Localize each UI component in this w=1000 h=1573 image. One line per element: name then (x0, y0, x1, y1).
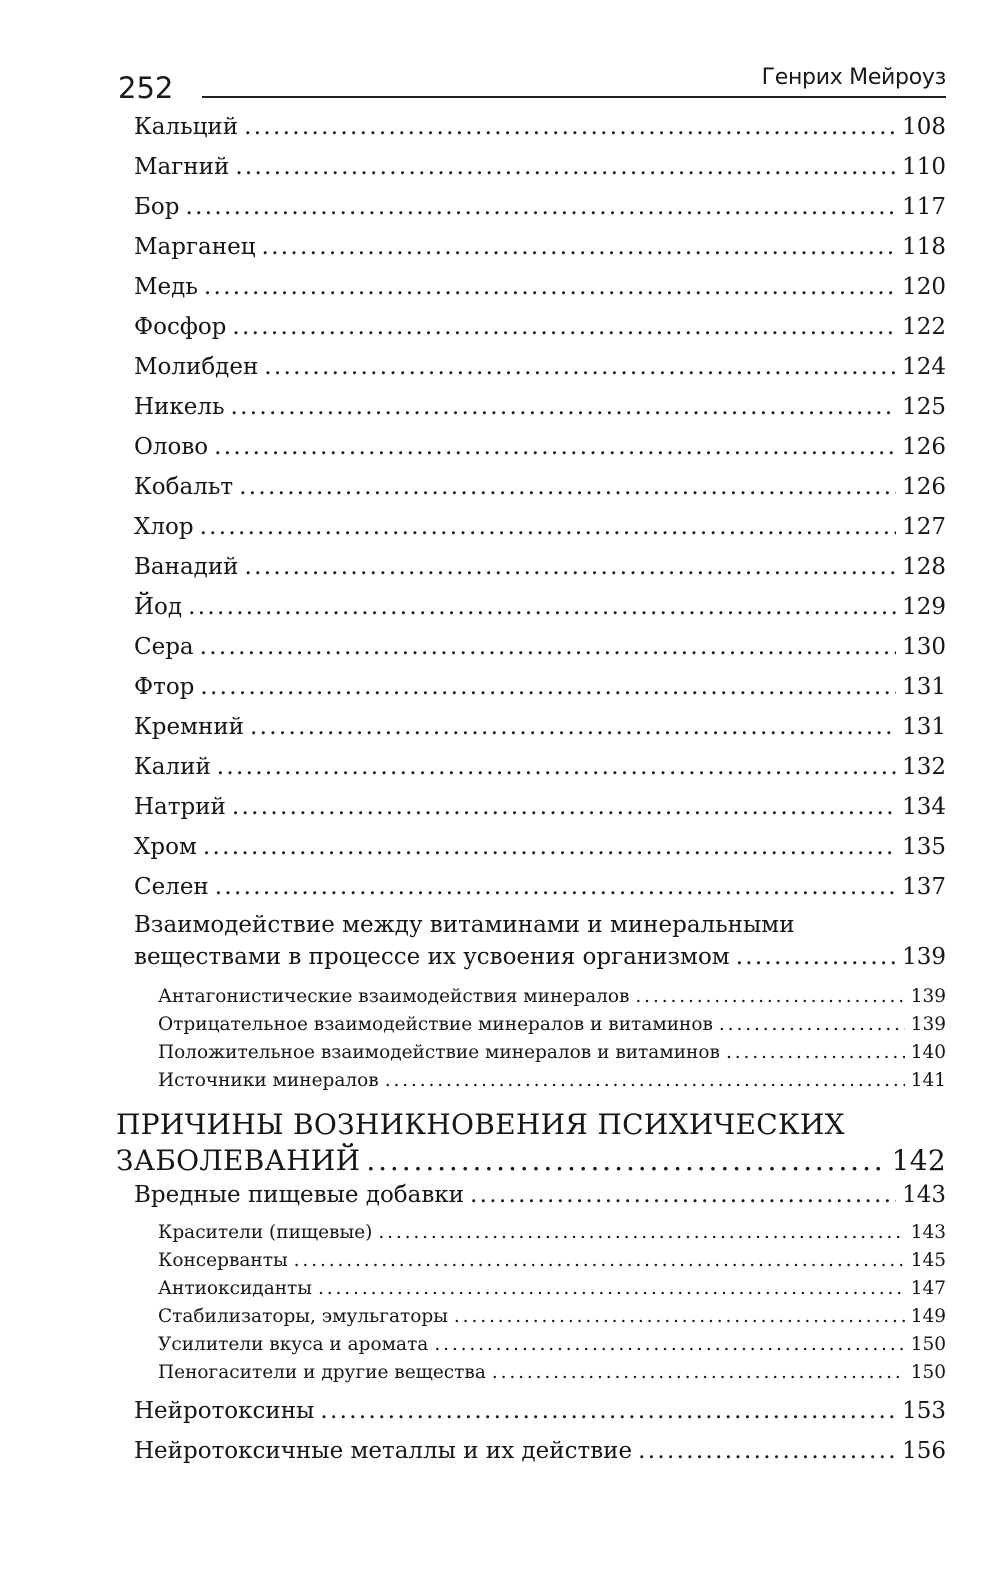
dot-leader (320, 1398, 896, 1424)
toc-entry-page: 140 (910, 1042, 946, 1063)
toc-entry-page: 129 (902, 594, 946, 620)
toc-entry-title: Медь (134, 274, 198, 300)
toc-entry-title: Марганец (134, 234, 256, 260)
toc-entry-title: Антагонистические взаимодействия минералов (158, 986, 630, 1007)
toc-entry (134, 944, 946, 970)
dot-leader (203, 834, 896, 860)
toc-subentry (158, 1250, 946, 1271)
toc-entry-page: 141 (910, 1070, 946, 1091)
toc-entry-title: Олово (134, 434, 209, 460)
page-number: 252 (118, 71, 174, 105)
toc-entry-title: Отрицательное взаимодействие минералов и витаминов (158, 1014, 713, 1035)
toc-entry-title: Магний (134, 154, 230, 180)
toc-entry-title: Хлор (134, 514, 194, 540)
dot-leader (736, 944, 896, 970)
toc-entry-page: 147 (910, 1278, 946, 1299)
toc-entry-page: 131 (902, 674, 946, 700)
toc-entry-page: 124 (902, 354, 946, 380)
toc-entry-page: 139 (910, 986, 946, 1007)
toc-entry-page: 127 (902, 514, 946, 540)
toc-entry (134, 754, 946, 780)
dot-leader (244, 554, 896, 580)
dot-leader (261, 234, 896, 260)
toc-entry-title: Калий (134, 754, 211, 780)
dot-leader (232, 314, 896, 340)
toc-entry-page: 139 (910, 1014, 946, 1035)
toc-entry-page: 131 (902, 714, 946, 740)
dot-leader (454, 1306, 905, 1327)
dot-leader (470, 1182, 896, 1208)
toc-entry-title: Кальций (134, 114, 239, 140)
toc-entry-title: Никель (134, 394, 225, 420)
chapter-title-line: ПРИЧИНЫ ВОЗНИКНОВЕНИЯ ПСИХИЧЕСКИХ (116, 1108, 845, 1141)
toc-entry-title: Молибден (134, 354, 259, 380)
toc-entry-title: Бор (134, 194, 180, 220)
toc-entry (134, 514, 946, 540)
dot-leader (492, 1362, 905, 1383)
toc-entry (134, 554, 946, 580)
dot-leader (239, 474, 896, 500)
toc-entry-title: Ванадий (134, 554, 239, 580)
toc-entry (134, 834, 946, 860)
toc-entry-page: 126 (902, 474, 946, 500)
toc-entry-page: 156 (902, 1438, 946, 1464)
toc-entry-page: 143 (910, 1222, 946, 1243)
toc-subentry (158, 986, 946, 1007)
chapter-entry (116, 1144, 946, 1177)
toc-entry-page: 137 (902, 874, 946, 900)
toc-entry (134, 714, 946, 740)
toc-entry-title: веществами в процессе их усвоения организмом (134, 944, 730, 970)
dot-leader (204, 274, 896, 300)
toc-entry (134, 474, 946, 500)
toc-entry (134, 194, 946, 220)
toc-entry (134, 314, 946, 340)
running-header (0, 0, 1000, 110)
toc-entry-page: 118 (902, 234, 946, 260)
toc-entry-page: 139 (902, 944, 946, 970)
toc-entry-title: Фосфор (134, 314, 227, 340)
toc-entry-title: Красители (пищевые) (158, 1222, 373, 1243)
toc-entry-page: 125 (902, 394, 946, 420)
toc-entry (134, 634, 946, 660)
toc-subentry (158, 1278, 946, 1299)
toc-entry (134, 434, 946, 460)
toc-entry-page: 134 (902, 794, 946, 820)
dot-leader (378, 1222, 904, 1243)
dot-leader (200, 674, 896, 700)
toc-entry-title-line: Взаимодействие между витаминами и минеральными (134, 912, 795, 938)
dot-leader (200, 634, 896, 660)
toc-entry-page: 145 (910, 1250, 946, 1271)
toc-entry-page: 149 (910, 1306, 946, 1327)
dot-leader (217, 754, 896, 780)
dot-leader (200, 514, 897, 540)
dot-leader (231, 394, 897, 420)
dot-leader (264, 354, 896, 380)
dot-leader (294, 1250, 905, 1271)
dot-leader (635, 986, 904, 1007)
chapter-page: 142 (891, 1144, 946, 1177)
toc-entry (134, 274, 946, 300)
toc-entry-title: Йод (134, 594, 183, 620)
dot-leader (434, 1334, 904, 1355)
toc-entry-title: Сера (134, 634, 194, 660)
toc-entry (134, 594, 946, 620)
toc-subentry (158, 1334, 946, 1355)
dot-leader (244, 114, 896, 140)
dot-leader (366, 1144, 885, 1177)
toc-entry-page: 126 (902, 434, 946, 460)
toc-entry-title: Кобальт (134, 474, 234, 500)
toc-entry-page: 108 (902, 114, 946, 140)
toc-subentry (158, 1362, 946, 1383)
toc-entry-page: 135 (902, 834, 946, 860)
dot-leader (235, 154, 896, 180)
toc-entry-title: Селен (134, 874, 209, 900)
toc-subentry (158, 1042, 946, 1063)
dot-leader (215, 874, 896, 900)
toc-entry-title: Нейротоксины (134, 1398, 315, 1424)
chapter-title: ЗАБОЛЕВАНИЙ (116, 1144, 361, 1177)
toc-entry-page: 153 (902, 1398, 946, 1424)
dot-leader (188, 594, 896, 620)
toc-entry (134, 1438, 946, 1464)
toc-subentry (158, 1222, 946, 1243)
toc-entry-title: Стабилизаторы, эмульгаторы (158, 1306, 448, 1327)
toc-entry (134, 674, 946, 700)
toc-entry-title: Вредные пищевые добавки (134, 1182, 465, 1208)
dot-leader (232, 794, 896, 820)
dot-leader (719, 1014, 905, 1035)
dot-leader (214, 434, 896, 460)
dot-leader (385, 1070, 905, 1091)
toc-entry-title: Фтор (134, 674, 195, 700)
toc-entry-page: 122 (902, 314, 946, 340)
toc-entry (134, 234, 946, 260)
toc-entry (134, 1398, 946, 1424)
toc-entry-title: Нейротоксичные металлы и их действие (134, 1438, 633, 1464)
toc-entry-title: Источники минералов (158, 1070, 379, 1091)
toc-entry (134, 874, 946, 900)
toc-entry-title: Пеногасители и другие вещества (158, 1362, 486, 1383)
toc-entry-page: 117 (902, 194, 946, 220)
toc-entry (134, 354, 946, 380)
dot-leader (250, 714, 896, 740)
toc-entry (134, 394, 946, 420)
toc-entry-page: 130 (902, 634, 946, 660)
dot-leader (726, 1042, 905, 1063)
toc-subentry (158, 1014, 946, 1035)
dot-leader (185, 194, 896, 220)
toc-entry-title: Антиоксиданты (158, 1278, 313, 1299)
toc-entry-page: 150 (910, 1334, 946, 1355)
dot-leader (318, 1278, 905, 1299)
toc-entry-title: Усилители вкуса и аромата (158, 1334, 429, 1355)
toc-entry-page: 150 (910, 1362, 946, 1383)
toc-entry (134, 114, 946, 140)
header-rule (202, 96, 946, 98)
toc-entry-page: 110 (902, 154, 946, 180)
toc-entry (134, 154, 946, 180)
toc-entry (134, 794, 946, 820)
toc-entry-page: 120 (902, 274, 946, 300)
toc-subentry (158, 1070, 946, 1091)
dot-leader (638, 1438, 896, 1464)
toc-entry (134, 1182, 946, 1208)
toc-entry-page: 143 (902, 1182, 946, 1208)
toc-entry-page: 128 (902, 554, 946, 580)
toc-entry-title: Консерванты (158, 1250, 288, 1271)
toc-entry-page: 132 (902, 754, 946, 780)
toc-entry-title: Хром (134, 834, 197, 860)
toc-subentry (158, 1306, 946, 1327)
toc-entry-title: Кремний (134, 714, 245, 740)
toc-entry-title: Положительное взаимодействие минералов и витаминов (158, 1042, 720, 1063)
toc-entry-title: Натрий (134, 794, 226, 820)
running-header-author: Генрих Мейроуз (761, 65, 946, 90)
